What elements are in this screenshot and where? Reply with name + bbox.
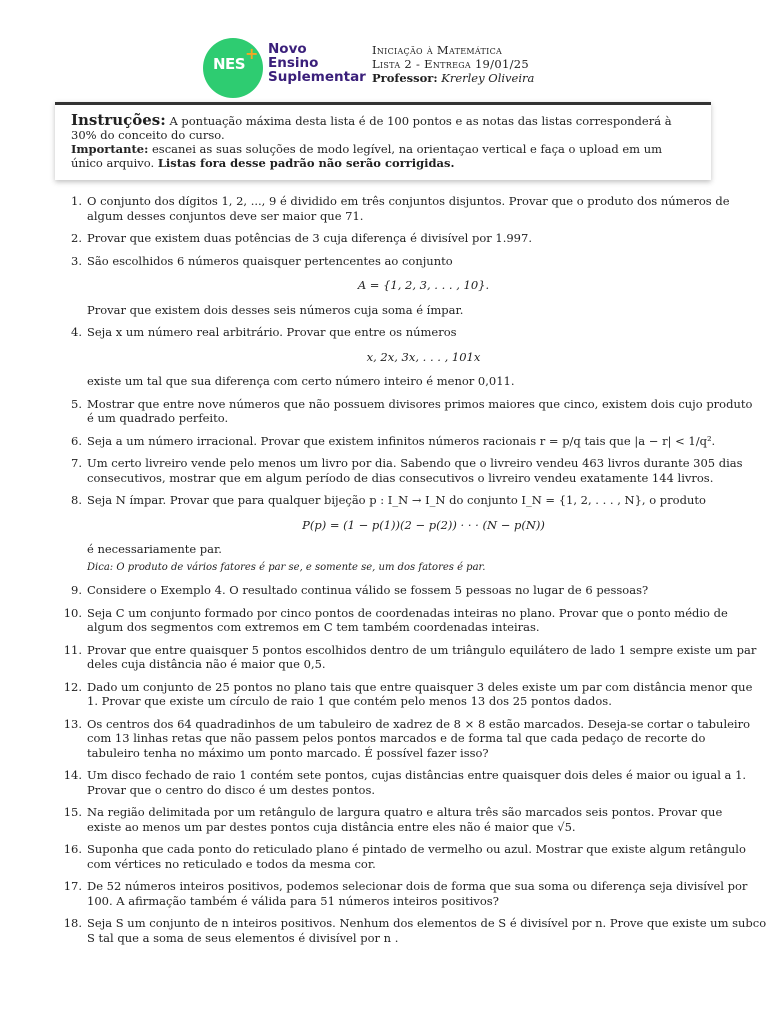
problem-text: Seja S um conjunto de n inteiros positivos. Nenhum dos elementos de S é divisível por n. Prove que existe um subco bbox=[87, 916, 767, 930]
problem-text-after: é necessariamente par. bbox=[87, 542, 222, 556]
professor-line bbox=[372, 71, 534, 85]
problem-text: Seja C um conjunto formado por cinco pontos de coordenadas inteiras no plano. Provar que o ponto médio de algum dos segmentos com extremos em C tem também coordenadas inteiras. bbox=[87, 605, 728, 634]
problem-text: Seja a um número irracional. Provar que existem infinitos números racionais r = p/q tais que |a − r| < 1/q². bbox=[87, 433, 716, 448]
problem-number: 12. bbox=[63, 679, 82, 694]
problem-formula: x, 2x, 3x, . . . , 101x bbox=[366, 349, 481, 364]
problem-number: 14. bbox=[63, 768, 82, 782]
logo-text: NES bbox=[213, 55, 246, 73]
problem-text: São escolhidos 6 números quaisquer pertencentes ao conjunto bbox=[87, 253, 453, 268]
problem-number: 1. bbox=[71, 194, 82, 208]
list-info: Lista 2 - Entrega 19/01/25 bbox=[372, 57, 529, 71]
problem-item bbox=[60, 397, 760, 426]
problem-number: 4. bbox=[71, 325, 82, 339]
brand-line-3: Suplementar bbox=[268, 69, 366, 85]
important-label: Importante: bbox=[71, 142, 149, 156]
problem-text: Seja x um número real arbitrário. Provar que entre os números bbox=[87, 325, 457, 339]
problem-text: O conjunto dos dígitos 1, 2, ..., 9 é dividido em três conjuntos disjuntos. Provar que o produto dos números de algum desses conjuntos deve ser maior que 71. bbox=[87, 194, 730, 223]
problem-number: 2. bbox=[71, 231, 82, 245]
nes-logo bbox=[203, 38, 265, 100]
problem-hint: Dica: O produto de vários fatores é par se, e somente se, um dos fatores é par. bbox=[87, 561, 486, 573]
problem-number: 13. bbox=[63, 716, 82, 731]
problem-number: 7. bbox=[71, 456, 82, 470]
problem-item bbox=[60, 254, 760, 318]
problem-text: Os centros dos 64 quadradinhos de um tabuleiro de xadrez de 8 × 8 estão marcados. Deseja-se cortar o tabuleiro com 13 linhas retas que não passem pelos pontos marcados e de forma tal que cada pedaço de recorte do tabuleiro tenha no máximo um ponto marcado. É possível fazer isso? bbox=[87, 716, 751, 760]
problem-item bbox=[60, 805, 760, 834]
problem-text: Um certo livreiro vende pelo menos um livro por dia. Sabendo que o livreiro vendeu 463 livros durante 305 dias consecutivos, mostrar que em algum período de dias consecutivos o livreiro vendeu exatamente 144 livros. bbox=[87, 456, 743, 485]
problem-item bbox=[60, 493, 760, 575]
problem-number: 6. bbox=[71, 433, 82, 448]
problem-item bbox=[60, 583, 760, 598]
problem-number: 15. bbox=[63, 805, 82, 819]
problem-item bbox=[60, 606, 760, 635]
problem-item bbox=[60, 231, 760, 246]
problem-text: Um disco fechado de raio 1 contém sete pontos, cujas distâncias entre quaisquer dois deles é maior ou igual a 1. Provar que o centro do disco é um destes pontos. bbox=[87, 768, 747, 797]
important-paragraph bbox=[71, 142, 695, 170]
problem-item bbox=[60, 643, 760, 672]
problem-number: 10. bbox=[63, 605, 82, 620]
problem-number: 8. bbox=[71, 493, 82, 507]
problem-item bbox=[60, 879, 760, 908]
problem-item bbox=[60, 325, 760, 389]
problem-item bbox=[60, 916, 767, 945]
course-info bbox=[372, 43, 534, 85]
problem-text: Considere o Exemplo 4. O resultado continua válido se fossem 5 pessoas no lugar de 6 pessoas? bbox=[87, 583, 649, 597]
problem-number: 18. bbox=[63, 916, 82, 930]
problem-text: Mostrar que entre nove números que não possuem divisores primos maiores que cinco, existem dois cujo produto é um quadrado perfeito. bbox=[87, 396, 753, 425]
instructions-title: Instruções: bbox=[71, 111, 166, 129]
brand-line-2: Ensino bbox=[268, 55, 319, 71]
problem-number: 3. bbox=[71, 253, 82, 268]
problem-text: Suponha que cada ponto do reticulado plano é pintado de vermelho ou azul. Mostrar que existe algum retângulo com vértices no reticulado e todos da mesma cor. bbox=[87, 842, 746, 871]
problem-item bbox=[60, 717, 760, 761]
problem-text-after: Provar que existem dois desses seis números cuja soma é ímpar. bbox=[87, 302, 464, 317]
instructions-text: A pontuação máxima desta lista é de 100 pontos e as notas das listas corresponderá à 30% do conceito do curso. bbox=[71, 114, 672, 142]
problem-text: De 52 números inteiros positivos, podemos selecionar dois de forma que sua soma ou diferença seja divisível por 100. A afirmação também é válida para 51 números inteiros positivos? bbox=[87, 879, 748, 908]
problem-formula: A = {1, 2, 3, . . . , 10}. bbox=[357, 278, 490, 292]
problem-number: 5. bbox=[71, 396, 82, 411]
problem-list bbox=[60, 194, 767, 953]
problem-item bbox=[60, 680, 760, 709]
problem-text: Na região delimitada por um retângulo de largura quatro e altura três são marcados seis pontos. Provar que existe ao menos um par destes pontos cuja distância entre eles não é maior que √5. bbox=[87, 805, 723, 834]
problem-number: 16. bbox=[63, 842, 82, 856]
problem-text: Provar que existem duas potências de 3 cuja diferença é divisível por 1.997. bbox=[87, 231, 532, 245]
problem-text-after: existe um tal que sua diferença com certo número inteiro é menor 0,011. bbox=[87, 374, 515, 388]
instructions-box bbox=[55, 102, 711, 180]
problem-item bbox=[60, 456, 760, 485]
brand-name bbox=[268, 42, 366, 84]
professor-label: Professor: bbox=[372, 71, 438, 85]
problem-item bbox=[60, 194, 760, 223]
problem-number: 17. bbox=[63, 879, 82, 893]
logo-plus-icon: + bbox=[245, 44, 259, 63]
problem-item bbox=[60, 768, 760, 797]
problem-formula: P(p) = (1 − p(1))(2 − p(2)) · · · (N − p(N)) bbox=[302, 517, 545, 532]
problem-number: 9. bbox=[71, 583, 82, 597]
problem-text: Dado um conjunto de 25 pontos no plano tais que entre quaisquer 3 deles existe um par com distância menor que 1. Provar que existe um círculo de raio 1 que contém pelo menos 13 dos 25 pontos dados. bbox=[87, 679, 753, 708]
brand-line-1: Novo bbox=[268, 41, 307, 57]
problem-number: 11. bbox=[63, 642, 82, 657]
problem-item bbox=[60, 842, 760, 871]
instructions-paragraph bbox=[71, 113, 695, 142]
warning-text: Listas fora desse padrão não serão corrigidas. bbox=[157, 156, 455, 170]
problem-text: Provar que entre quaisquer 5 pontos escolhidos dentro de um triângulo equilátero de lado 1 sempre existe um par deles cuja distância não é maior que 0,5. bbox=[87, 642, 757, 671]
important-text: escanei as suas soluções de modo legível, na orientaçao vertical e faça o upload em um único arquivo. bbox=[71, 142, 663, 170]
professor-name: Krerley Oliveira bbox=[441, 71, 535, 85]
problem-text-line2: S tal que a soma de seus elementos é divisível por n . bbox=[87, 930, 399, 945]
problem-item bbox=[60, 434, 760, 449]
problem-text: Seja N ímpar. Provar que para qualquer bijeção p : I_N → I_N do conjunto I_N = {1, 2, . . . , N}, o produto bbox=[87, 493, 706, 507]
course-title: Iniciação à Matemática bbox=[372, 43, 503, 57]
